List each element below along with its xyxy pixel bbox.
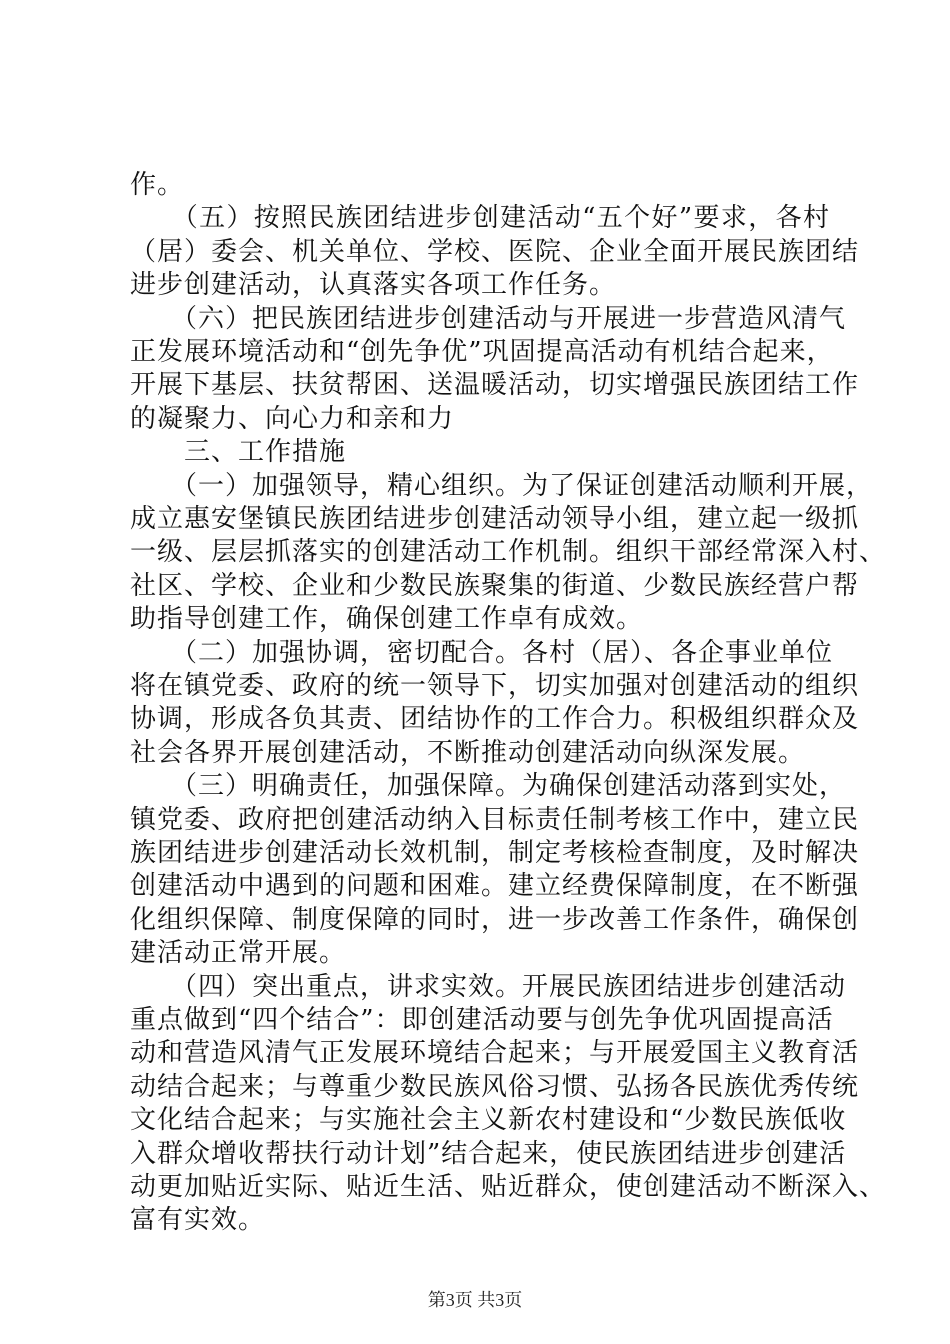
text-line: 进步创建活动，认真落实各项工作任务。 (130, 270, 617, 301)
page-footer: 第3页 共3页 (427, 1290, 523, 1310)
text-line: 正发展环境活动和“创先争优”巩固提高活动有机结合起来， (130, 337, 834, 367)
text-line: （居）委会、机关单位、学校、医院、企业全面开展民族团结 (130, 236, 860, 267)
text-line: 将在镇党委、政府的统一领导下，切实加强对创建活动的组织 (130, 671, 860, 701)
text-line: 创建活动中遇到的问题和困难。建立经费保障制度，在不断强 (130, 871, 860, 902)
text-line: 成立惠安堡镇民族团结进步创建活动领导小组，建立起一级抓 (130, 504, 860, 534)
text-line: 开展下基层、扶贫帮困、送温暖活动，切实增强民族团结工作 (130, 370, 860, 401)
section-heading: 三、工作措施 (130, 437, 347, 468)
text-line: 文化结合起来；与实施社会主义新农村建设和“少数民族低收 (130, 1105, 847, 1136)
text-line: 一级、层层抓落实的创建活动工作机制。组织干部经常深入村、 (130, 537, 887, 568)
text-line: 建活动正常开展。 (130, 938, 347, 969)
text-line: （二）加强协调，密切配合。各村（居）、各企事业单位 (130, 637, 834, 668)
text-line: 重点做到“四个结合”：即创建活动要与创先争优巩固提高活 (130, 1005, 834, 1035)
text-line: 动结合起来；与尊重少数民族风俗习惯、弘扬各民族优秀传统 (130, 1071, 860, 1102)
text-line: 动更加贴近实际、贴近生活、贴近群众，使创建活动不断深入、 (130, 1172, 887, 1202)
text-line: 作。 (130, 170, 185, 200)
text-line: 镇党委、政府把创建活动纳入目标责任制考核工作中，建立民 (130, 804, 860, 835)
text-line: 入群众增收帮扶行动计划”结合起来，使民族团结进步创建活 (130, 1138, 847, 1169)
text-line: 助指导创建工作，确保创建工作卓有成效。 (130, 604, 644, 635)
text-line: 协调，形成各负其责、团结协作的工作合力。积极组织群众及 (130, 704, 860, 735)
text-line: 动和营造风清气正发展环境结合起来；与开展爱国主义教育活 (130, 1038, 860, 1069)
text-line: （五）按照民族团结进步创建活动“五个好”要求，各村 (130, 203, 830, 234)
text-line: （三）明确责任，加强保障。为确保创建活动落到实处， (130, 771, 847, 802)
text-line: （四）突出重点，讲求实效。开展民族团结进步创建活动 (130, 971, 847, 1002)
text-line: 社区、学校、企业和少数民族聚集的街道、少数民族经营户帮 (130, 570, 860, 601)
text-line: 社会各界开展创建活动，不断推动创建活动向纵深发展。 (130, 737, 806, 768)
text-line: 富有实效。 (130, 1205, 266, 1236)
text-line: 化组织保障、制度保障的同时，进一步改善工作条件，确保创 (130, 904, 860, 935)
text-line: （六）把民族团结进步创建活动与开展进一步营造风清气 (130, 303, 847, 334)
text-line: 的凝聚力、向心力和亲和力 (130, 403, 455, 434)
text-line: 族团结进步创建活动长效机制，制定考核检查制度，及时解决 (130, 838, 860, 868)
text-line: （一）加强领导，精心组织。为了保证创建活动顺利开展， (130, 470, 874, 501)
